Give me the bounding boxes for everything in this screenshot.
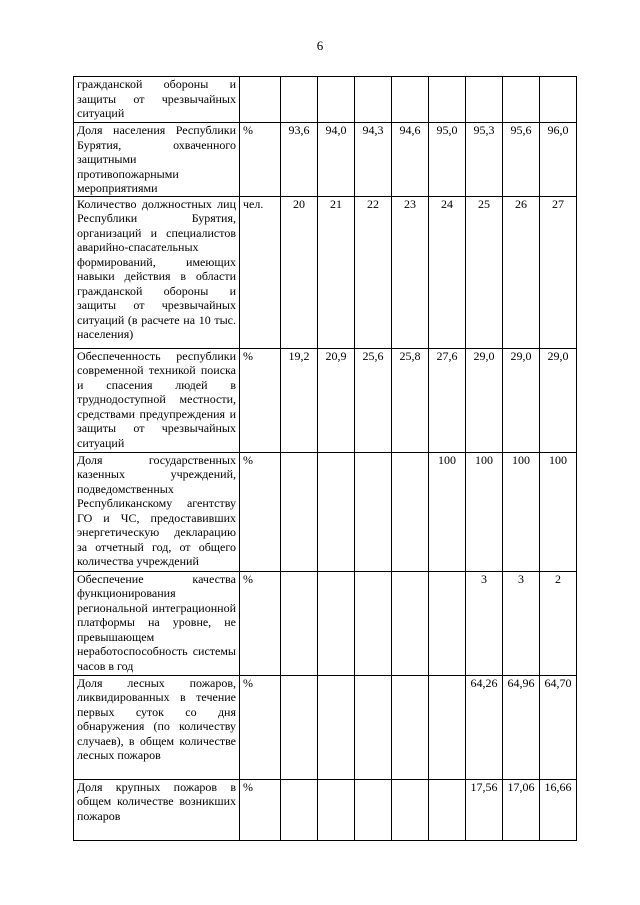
value-cell: [318, 675, 355, 779]
table-body: [74, 77, 577, 841]
value-cell: [281, 571, 318, 675]
unit-cell: %: [240, 571, 281, 675]
value-cell: [392, 571, 429, 675]
value-cell: [318, 779, 355, 840]
unit-cell: чел.: [240, 196, 281, 348]
value-cell: 2: [540, 571, 577, 675]
value-cell: 29,0: [540, 348, 577, 452]
value-cell: [429, 77, 466, 123]
value-cell: 100: [429, 452, 466, 571]
unit-cell: %: [240, 675, 281, 779]
value-cell: 16,66: [540, 779, 577, 840]
table-row: [74, 196, 577, 348]
table-row: [74, 675, 577, 779]
value-cell: 29,0: [503, 348, 540, 452]
value-cell: 25,8: [392, 348, 429, 452]
value-cell: [281, 77, 318, 123]
value-cell: [429, 779, 466, 840]
indicator-name-cell: Доля государственных казенных учреждений, подведомственных Республиканскому агентству ГО и ЧС, предоставивших энергетическую декларацию за отчетный год, от общего количества учреждений: [74, 452, 240, 571]
value-cell: 64,70: [540, 675, 577, 779]
value-cell: 100: [540, 452, 577, 571]
value-cell: 100: [503, 452, 540, 571]
value-cell: 26: [503, 196, 540, 348]
value-cell: 21: [318, 196, 355, 348]
indicators-table: [73, 76, 577, 841]
value-cell: 94,3: [355, 123, 392, 197]
value-cell: [466, 77, 503, 123]
indicator-name-cell: Доля крупных пожаров в общем количестве возникших пожаров: [74, 779, 240, 840]
indicator-name-cell: Доля населения Республики Бурятия, охваченного защитными противопожарными мероприятиями: [74, 123, 240, 197]
unit-cell: %: [240, 779, 281, 840]
value-cell: 17,56: [466, 779, 503, 840]
table-row: [74, 348, 577, 452]
value-cell: [318, 452, 355, 571]
indicator-name-cell: Доля лесных пожаров, ликвидированных в течение первых суток со дня обнаружения (по количеству случаев), в общем количестве лесных пожаров: [74, 675, 240, 779]
table-row: [74, 77, 577, 123]
value-cell: 27: [540, 196, 577, 348]
value-cell: 95,0: [429, 123, 466, 197]
unit-cell: %: [240, 348, 281, 452]
value-cell: [355, 77, 392, 123]
value-cell: [281, 675, 318, 779]
value-cell: 94,0: [318, 123, 355, 197]
indicator-name-cell: Обеспеченность республики современной техникой поиска и спасения людей в труднодоступной местности, средствами предупреждения и защиты от чрезвычайных ситуаций: [74, 348, 240, 452]
value-cell: 95,3: [466, 123, 503, 197]
value-cell: 27,6: [429, 348, 466, 452]
value-cell: 20: [281, 196, 318, 348]
value-cell: 3: [503, 571, 540, 675]
unit-cell: %: [240, 452, 281, 571]
value-cell: 95,6: [503, 123, 540, 197]
value-cell: 3: [466, 571, 503, 675]
value-cell: [392, 675, 429, 779]
value-cell: 93,6: [281, 123, 318, 197]
indicator-name-cell: гражданской обороны и защиты от чрезвычайных ситуаций: [74, 77, 240, 123]
value-cell: [429, 571, 466, 675]
table-row: [74, 123, 577, 197]
value-cell: [392, 452, 429, 571]
value-cell: [392, 77, 429, 123]
value-cell: [503, 77, 540, 123]
value-cell: [281, 452, 318, 571]
table-row: [74, 571, 577, 675]
value-cell: 64,96: [503, 675, 540, 779]
value-cell: 29,0: [466, 348, 503, 452]
value-cell: 22: [355, 196, 392, 348]
unit-cell: %: [240, 123, 281, 197]
value-cell: [392, 779, 429, 840]
value-cell: 20,9: [318, 348, 355, 452]
value-cell: 25: [466, 196, 503, 348]
indicator-name-cell: Количество должностных лиц Республики Бурятия, организаций и специалистов аварийно-спасательных формирований, имеющих навыки действия в области гражданской обороны и защиты от чрезвычайных ситуаций (в расчете на 10 тыс. населения): [74, 196, 240, 348]
value-cell: [318, 571, 355, 675]
page-number: 6: [316, 38, 324, 53]
value-cell: 25,6: [355, 348, 392, 452]
value-cell: [355, 452, 392, 571]
value-cell: [355, 779, 392, 840]
value-cell: 17,06: [503, 779, 540, 840]
value-cell: 19,2: [281, 348, 318, 452]
value-cell: 96,0: [540, 123, 577, 197]
value-cell: 23: [392, 196, 429, 348]
value-cell: [318, 77, 355, 123]
value-cell: 64,26: [466, 675, 503, 779]
value-cell: 94,6: [392, 123, 429, 197]
value-cell: [281, 779, 318, 840]
table-row: [74, 452, 577, 571]
table-row: [74, 779, 577, 840]
value-cell: [429, 675, 466, 779]
indicator-name-cell: Обеспечение качества функционирования региональной интеграционной платформы на уровне, не превышающем неработоспособность системы часов в год: [74, 571, 240, 675]
value-cell: [355, 675, 392, 779]
value-cell: [540, 77, 577, 123]
value-cell: [355, 571, 392, 675]
value-cell: 100: [466, 452, 503, 571]
value-cell: 24: [429, 196, 466, 348]
unit-cell: [240, 77, 281, 123]
